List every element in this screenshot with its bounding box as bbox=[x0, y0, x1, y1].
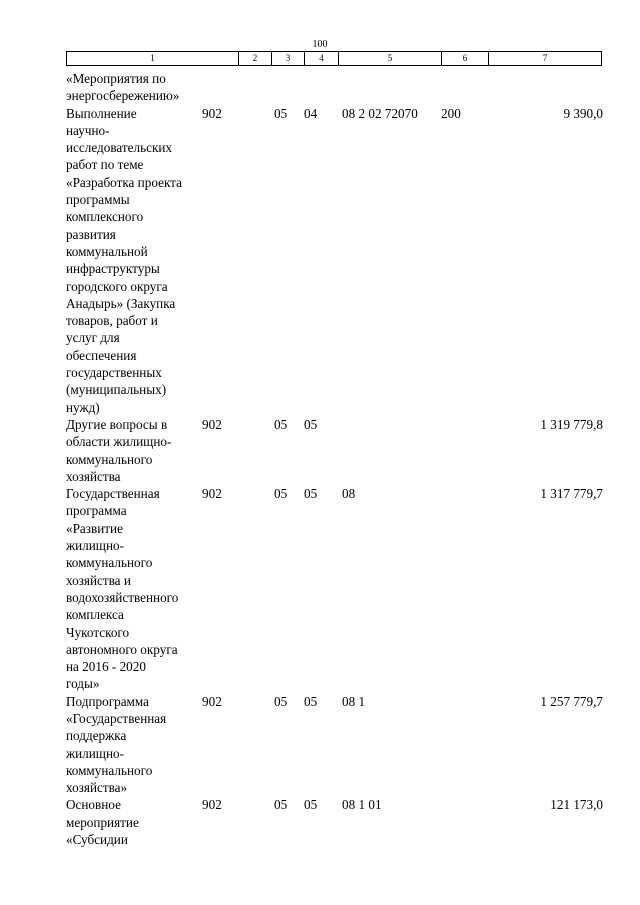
page-number: 100 bbox=[312, 39, 328, 50]
row-name-line: «Субсидии bbox=[66, 832, 128, 848]
amount: 1 257 779,7 bbox=[540, 693, 603, 709]
amount: 121 173,0 bbox=[550, 797, 603, 813]
row-name-line: поддержка bbox=[66, 728, 127, 744]
row-name-line: «Разработка проекта bbox=[66, 174, 182, 190]
table-row bbox=[66, 485, 606, 693]
ministry-code: 902 bbox=[202, 416, 222, 432]
header-col-4: 4 bbox=[305, 52, 339, 65]
row-name-line: «Государственная bbox=[66, 710, 167, 726]
row-name-line: энергосбережению» bbox=[66, 88, 180, 104]
row-name-line: инфраструктуры bbox=[66, 261, 160, 277]
ministry-code: 902 bbox=[202, 105, 222, 121]
row-name-line: товаров, работ и bbox=[66, 313, 158, 329]
row-name-line: «Развитие bbox=[66, 520, 123, 536]
header-col-6: 6 bbox=[442, 52, 489, 65]
section-code: 05 bbox=[274, 105, 288, 121]
row-name-line: хозяйства» bbox=[66, 780, 128, 796]
section-code: 05 bbox=[274, 486, 288, 502]
budget-table-body bbox=[66, 70, 606, 848]
row-name-line: исследовательских bbox=[66, 140, 173, 156]
row-name-line: водохозяйственного bbox=[66, 589, 179, 605]
section-code: 05 bbox=[274, 797, 288, 813]
row-name bbox=[66, 796, 201, 848]
row-name-line: Чукотского bbox=[66, 624, 130, 640]
row-name bbox=[66, 416, 201, 485]
row-name-line: Выполнение bbox=[66, 105, 137, 121]
table-row bbox=[66, 416, 606, 485]
table-header-row bbox=[66, 51, 602, 66]
row-name-line: Государственная bbox=[66, 486, 160, 502]
row-name-line: комплекса bbox=[66, 607, 124, 623]
row-name-line: коммунального bbox=[66, 555, 153, 571]
header-col-2: 2 bbox=[239, 52, 272, 65]
subsection-code: 05 bbox=[304, 797, 318, 813]
section-code: 05 bbox=[274, 693, 288, 709]
row-name-line: работ по теме bbox=[66, 157, 144, 173]
row-name-line: Подпрограмма bbox=[66, 693, 150, 709]
header-col-7: 7 bbox=[542, 53, 548, 63]
row-name-line: Анадырь» (Закупка bbox=[66, 295, 176, 311]
ministry-code: 902 bbox=[202, 797, 222, 813]
ministry-code: 902 bbox=[202, 486, 222, 502]
row-name-line: нужд) bbox=[66, 399, 100, 415]
row-name bbox=[66, 693, 201, 797]
row-name-line: государственных bbox=[66, 365, 162, 381]
table-row bbox=[66, 796, 606, 848]
table-row bbox=[66, 70, 606, 105]
table-row bbox=[66, 105, 606, 416]
row-name-line: на 2016 - 2020 bbox=[66, 659, 146, 675]
row-name-line: программа bbox=[66, 503, 127, 519]
header-col-1: 1 bbox=[67, 52, 239, 65]
header-col-5: 5 bbox=[339, 52, 442, 65]
row-name-line: коммунальной bbox=[66, 243, 148, 259]
row-name-line: Основное bbox=[66, 797, 121, 813]
table-row bbox=[66, 693, 606, 797]
row-name-line: автономного округа bbox=[66, 641, 178, 657]
target-article-code: 08 1 bbox=[342, 693, 366, 709]
row-name-line: городского округа bbox=[66, 278, 168, 294]
amount: 1 319 779,8 bbox=[540, 416, 603, 432]
row-name-line: комплексного bbox=[66, 209, 144, 225]
row-name-line: области жилищно- bbox=[66, 434, 172, 450]
subsection-code: 05 bbox=[304, 693, 318, 709]
subsection-code: 04 bbox=[304, 105, 318, 121]
row-name bbox=[66, 70, 201, 105]
row-name-line: хозяйства bbox=[66, 468, 121, 484]
row-name-line: хозяйства и bbox=[66, 572, 131, 588]
row-name bbox=[66, 105, 201, 416]
row-name-line: научно- bbox=[66, 122, 110, 138]
target-article-code: 08 2 02 72070 bbox=[342, 105, 418, 121]
subsection-code: 05 bbox=[304, 486, 318, 502]
row-name-line: обеспечения bbox=[66, 347, 137, 363]
row-name-line: мероприятие bbox=[66, 814, 139, 830]
row-name-line: программы bbox=[66, 192, 130, 208]
target-article-code: 08 1 01 bbox=[342, 797, 382, 813]
section-code: 05 bbox=[274, 416, 288, 432]
row-name-line: развития bbox=[66, 226, 116, 242]
amount: 1 317 779,7 bbox=[540, 486, 603, 502]
row-name-line: жилищно- bbox=[66, 745, 125, 761]
row-name-line: Другие вопросы в bbox=[66, 416, 168, 432]
header-col-3: 3 bbox=[272, 52, 305, 65]
row-name-line: коммунального bbox=[66, 762, 153, 778]
row-name-line: годы» bbox=[66, 676, 100, 692]
row-name-line: жилищно- bbox=[66, 538, 125, 554]
row-name bbox=[66, 485, 201, 693]
expense-type-code: 200 bbox=[441, 105, 461, 121]
subsection-code: 05 bbox=[304, 416, 318, 432]
row-name-line: «Мероприятия по bbox=[66, 71, 166, 86]
row-name-line: коммунального bbox=[66, 451, 153, 467]
amount: 9 390,0 bbox=[563, 105, 603, 121]
row-name-line: (муниципальных) bbox=[66, 382, 167, 398]
ministry-code: 902 bbox=[202, 693, 222, 709]
row-name-line: услуг для bbox=[66, 330, 120, 346]
target-article-code: 08 bbox=[342, 486, 356, 502]
